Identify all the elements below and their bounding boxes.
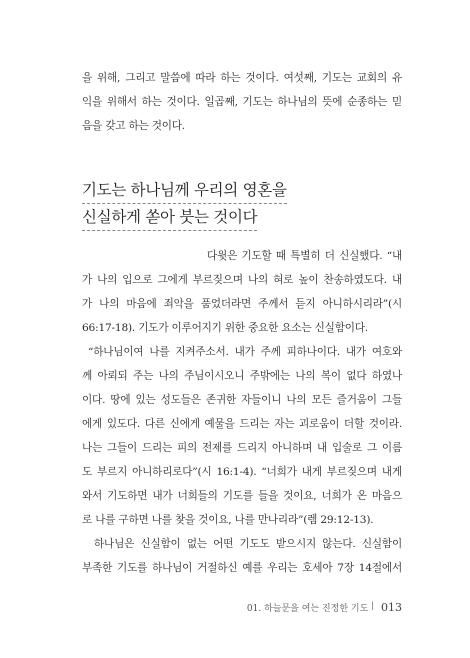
page-footer	[247, 601, 402, 614]
paragraph-line: 가 나의 입으로 그에게 부르짖으며 나의 혀로 높이 찬송하였도다. 내	[82, 274, 402, 286]
paragraph-line: 도 부르지 아니하리로다”(시 16:1-4). “너희가 내게 부르짖으며 내게	[82, 466, 402, 478]
paragraph-line: 에게 있도다. 다른 신에게 예물을 드리는 자는 괴로움이 더할 것이라.	[82, 418, 402, 430]
paragraph-line: 다윗은 기도할 때 특별히 더 신실했다. “내	[207, 250, 402, 262]
section-heading-line-1: 기도는 하나님께 우리의 영혼을	[82, 178, 287, 200]
paragraph-line: 나는 그들이 드리는 피의 전제를 드리지 아니하며 내 입술로 그 이름	[82, 442, 402, 454]
page-number: 013	[381, 601, 402, 614]
paragraph-line: 가 나의 마음에 죄악을 품었더라면 주께서 듣지 아니하시리라”(시	[82, 298, 402, 310]
section-heading-line-2: 신실하게 쏟아 붓는 것이다	[82, 205, 257, 227]
footer-separator: |	[371, 601, 374, 610]
paragraph-line: 와서 기도하면 내가 너희들의 기도를 들을 것이요, 너희가 온 마음으	[82, 490, 402, 502]
paragraph-line: 하나님은 신실함이 없는 어떤 기도도 받으시지 않는다. 신실함이	[94, 538, 402, 550]
paragraph-line: “하나님이여 나를 지켜주소서. 내가 주께 피하나이다. 내가 여호와	[88, 346, 402, 358]
paragraph-line: 이다. 땅에 있는 성도들은 존귀한 자들이니 나의 모든 즐거움이 그들	[82, 394, 402, 406]
paragraph-line: 부족한 기도를 하나님이 거절하신 예를 우리는 호세아 7장 14절에서	[82, 562, 402, 574]
paragraph-line: 을 위해, 그리고 말씀에 따라 하는 것이다. 여섯째, 기도는 교회의 유	[82, 72, 402, 84]
running-chapter-title: 01. 하늘문을 여는 진정한 기도	[246, 604, 369, 614]
paragraph-line: 66:17-18). 기도가 이루어지기 위한 중요한 요소는 신실함이다.	[82, 322, 368, 334]
paragraph-line: 익을 위해서 하는 것이다. 일곱째, 기도는 하나님의 뜻에 순종하는 믿	[82, 96, 402, 108]
paragraph-line: 로 나를 구하면 나를 찾을 것이요, 나를 만나리라”(렘 29:12-13).	[82, 514, 374, 526]
paragraph-line: 음을 갖고 하는 것이다.	[82, 120, 185, 132]
paragraph-line: 께 아뢰되 주는 나의 주님이시오니 주밖에는 나의 복이 없다 하였나	[82, 370, 402, 382]
